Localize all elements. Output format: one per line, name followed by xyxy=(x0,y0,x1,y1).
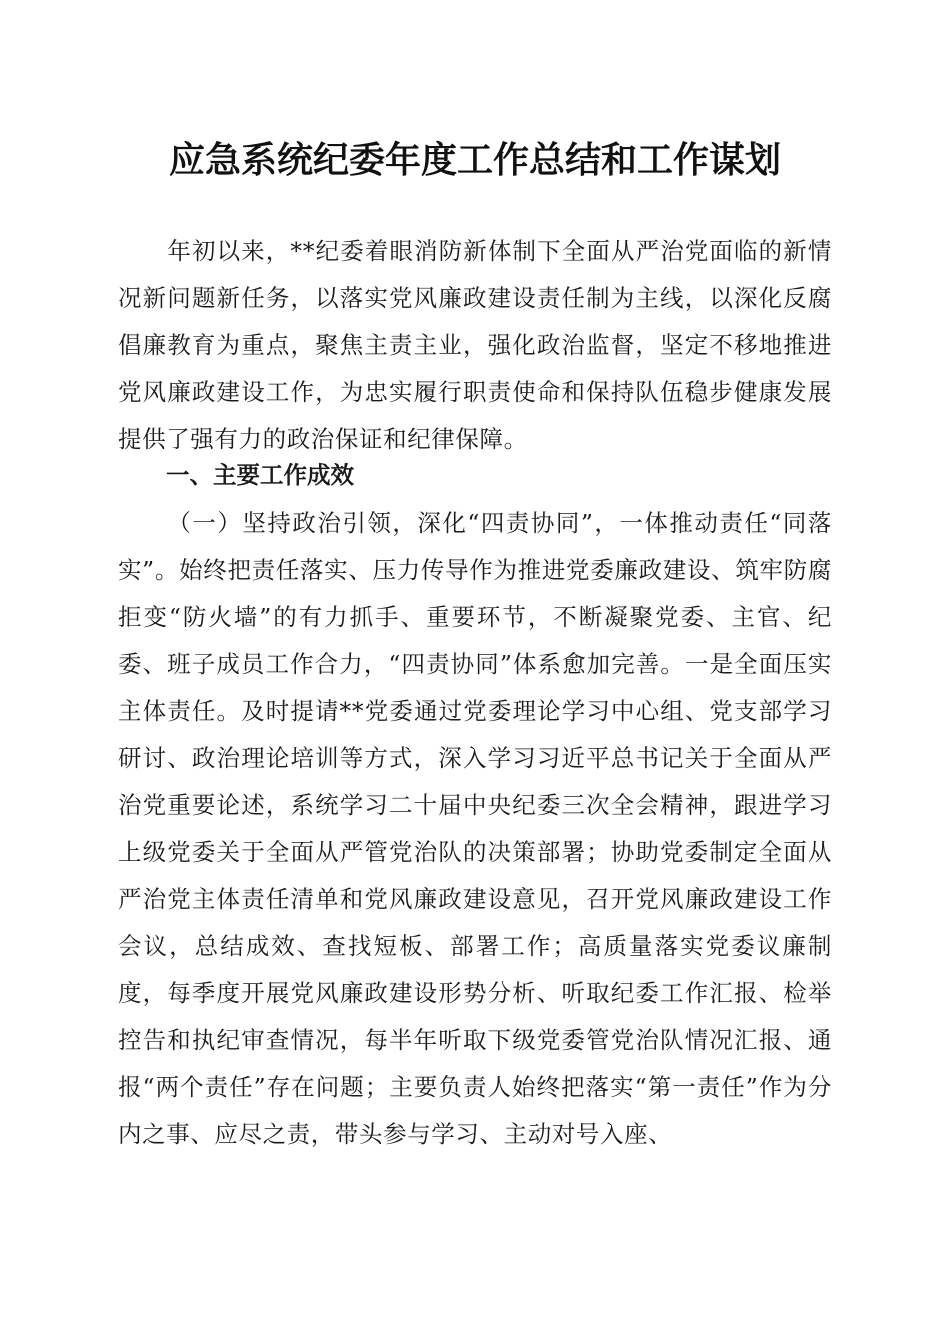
intro-paragraph: 年初以来，**纪委着眼消防新体制下全面从严治党面临的新情况新问题新任务，以落实党风廉政建设责任制为主线，以深化反腐倡廉教育为重点，聚焦主责主业，强化政治监督，坚定不移地推进党风廉政建设工作，为忠实履行职责使命和保持队伍稳步健康发展提供了强有力的政治保证和纪律保障。 xyxy=(118,237,832,453)
section-heading-main-achievements: 一、主要工作成效 xyxy=(166,461,354,489)
document-title: 应急系统纪委年度工作总结和工作谋划 xyxy=(168,139,781,181)
section-1-paragraph: （一）坚持政治引领，深化“四责协同”，一体推动责任“同落实”。始终把责任落实、压力传导作为推进党委廉政建设、筑牢防腐拒变“防火墙”的有力抓手、重要环节，不断凝聚党委、主官、纪委、班子成员工作合力，“四责协同”体系愈加完善。一是全面压实主体责任。及时提请**党委通过党委理论学习中心组、党支部学习研讨、政治理论培训等方式，深入学习习近平总书记关于全面从严治党重要论述，系统学习二十届中央纪委三次全会精神，跟进学习上级党委关于全面从严管党治队的决策部署；协助党委制定全面从严治党主体责任清单和党风廉政建设意见，召开党风廉政建设工作会议，总结成效、查找短板、部署工作；高质量落实党委议廉制度，每季度开展党风廉政建设形势分析、听取纪委工作汇报、检举控告和执纪审查情况，每半年听取下级党委管党治队情况汇报、通报“两个责任”存在问题；主要负责人始终把落实“第一责任”作为分内之事、应尽之责，带头参与学习、主动对号入座、 xyxy=(118,509,832,1148)
